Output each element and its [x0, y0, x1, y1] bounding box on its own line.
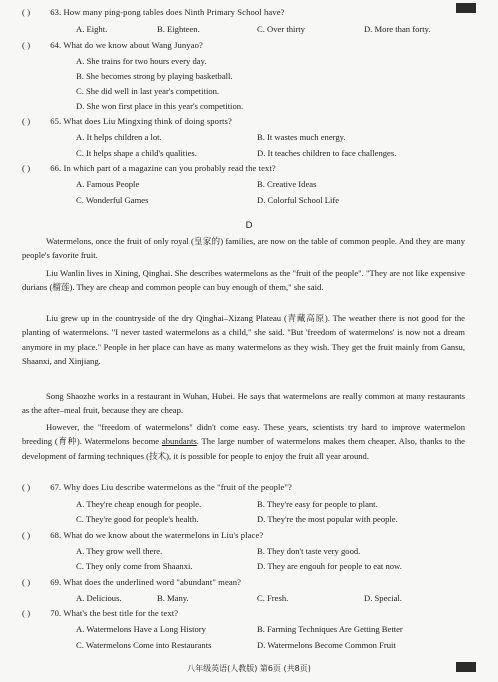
option-b: B. Creative Ideas [257, 179, 317, 189]
passage-paragraph-3: Liu grew up in the countryside of the dry Qinghai–Xizang Plateau (青藏高原). The weather there is not good for the planting of watermelons. "I never tasted watermelons as a child," she said. "But 'freedom of watermelons' is now not a dream anymore in my place." People in her place can have as many watermelons as they wish. They get the fruit mainly from Gansu, Shaanxi, and Xinjiang. [22, 313, 465, 366]
passage-paragraph-2: Liu Wanlin lives in Xining, Qinghai. She describes watermelons as the "fruit of the people". "They are not like expensive durians (榴莲). They are cheap and common people can buy enough of them," she said. [22, 268, 465, 293]
question-70: ( ) 70. What's the best title for the text? [22, 608, 179, 618]
option-b: B. They don't taste very good. [257, 546, 361, 556]
question-68: ( ) 68. What do we know about the watermelons in Liu's place? [22, 530, 264, 540]
answer-bracket[interactable]: ( ) [22, 577, 31, 587]
question-stem: How many ping-pong tables does Ninth Primary School have? [63, 7, 285, 17]
option-a: A. Eight. [76, 24, 108, 34]
question-64: ( ) 64. What do we know about Wang Junyao? [22, 40, 203, 50]
answer-bracket[interactable]: ( ) [22, 608, 31, 618]
question-65: ( ) 65. What does Liu Mingxing think of doing sports? [22, 116, 232, 126]
question-stem: What's the best title for the text? [63, 608, 179, 618]
question-stem: What does the underlined word "abundant" mean? [63, 577, 242, 587]
option-a: A. It helps children a lot. [76, 132, 162, 142]
option-a: A. They grow well there. [76, 546, 163, 556]
question-stem: What do we know about Wang Junyao? [63, 40, 203, 50]
option-d: D. Colorful School Life [257, 195, 340, 205]
option-b: B. Eighteen. [157, 24, 200, 34]
option-c: C. She did well in last year's competition. [76, 86, 220, 96]
option-d: D. She won first place in this year's competition. [76, 101, 244, 111]
option-a: A. Delicious. [76, 593, 122, 603]
question-number: 65 [50, 116, 60, 126]
option-d: D. Watermelons Become Common Fruit [257, 640, 396, 650]
question-69: ( ) 69. What does the underlined word "abundant" mean? [22, 577, 242, 587]
question-stem: Why does Liu describe watermelons as the "fruit of the people"? [63, 482, 292, 492]
passage-paragraph-5: However, the "freedom of watermelons" didn't come easy. These years, scientists try hard to improve watermelon breeding (育种). Watermelons become abundants. The large number of watermelons makes them cheaper. Also, thanks to the development of farming techniques (技术), it is possible for people to enjoy the fruit all year around. [22, 422, 465, 461]
answer-bracket[interactable]: ( ) [22, 163, 31, 173]
answer-bracket[interactable]: ( ) [22, 7, 31, 17]
registration-mark [456, 662, 476, 672]
option-c: C. Wonderful Games [76, 195, 149, 205]
passage-paragraph-1: Watermelons, once the fruit of only royal (皇家的) families, are now on the table of common people. And they are many people's favorite fruit. [22, 236, 465, 261]
section-heading: D [245, 220, 253, 231]
question-67: ( ) 67. Why does Liu describe watermelons as the "fruit of the people"? [22, 482, 292, 492]
answer-bracket[interactable]: ( ) [22, 530, 31, 540]
page-footer: 八年级英语(人教版) 第6页 (共8页) [187, 664, 311, 673]
option-d: D. Special. [364, 593, 402, 603]
question-number: 63 [50, 7, 60, 17]
option-c: C. Fresh. [257, 593, 289, 603]
option-a: A. They're cheap enough for people. [76, 499, 202, 509]
option-d: D. More than forty. [364, 24, 431, 34]
answer-bracket[interactable]: ( ) [22, 40, 31, 50]
question-stem: In which part of a magazine can you probably read the text? [63, 163, 276, 173]
option-a: A. Famous People [76, 179, 140, 189]
passage-paragraph-4: Song Shaozhe works in a restaurant in Wuhan, Hubei. He says that watermelons are really common at many restaurants as the after–meal fruit, because they are cheap. [22, 391, 465, 416]
question-number: 66 [50, 163, 60, 173]
question-number: 69 [50, 577, 60, 587]
option-c: C. Over thirty [257, 24, 305, 34]
question-66: ( ) 66. In which part of a magazine can you probably read the text? [22, 163, 276, 173]
question-number: 67 [50, 482, 60, 492]
registration-mark [456, 3, 476, 13]
underlined-word: abundants [161, 436, 197, 447]
option-d: D. They're the most popular with people. [257, 514, 398, 524]
answer-bracket[interactable]: ( ) [22, 116, 31, 126]
option-b: B. Many. [157, 593, 189, 603]
option-c: C. It helps shape a child's qualities. [76, 148, 197, 158]
question-number: 68 [50, 530, 60, 540]
option-d: D. It teaches children to face challenges. [257, 148, 397, 158]
question-stem: What does Liu Mingxing think of doing sports? [63, 116, 232, 126]
option-d: D. They are engouh for people to eat now. [257, 561, 402, 571]
option-b: B. Farming Techniques Are Getting Better [257, 624, 403, 634]
option-c: C. They only come from Shaanxi. [76, 561, 193, 571]
option-a: A. Watermelons Have a Long History [76, 624, 206, 634]
question-number: 64 [50, 40, 60, 50]
option-a: A. She trains for two hours every day. [76, 56, 207, 66]
option-b: B. It wastes much energy. [257, 132, 346, 142]
option-b: B. They're easy for people to plant. [257, 499, 378, 509]
question-stem: What do we know about the watermelons in Liu's place? [63, 530, 264, 540]
option-c: C. Watermelons Come into Restaurants [76, 640, 212, 650]
answer-bracket[interactable]: ( ) [22, 482, 31, 492]
option-b: B. She becomes strong by playing basketball. [76, 71, 233, 81]
question-63: ( ) 63. How many ping-pong tables does Ninth Primary School have? [22, 7, 285, 17]
option-c: C. They're good for people's health. [76, 514, 199, 524]
question-number: 70 [50, 608, 60, 618]
